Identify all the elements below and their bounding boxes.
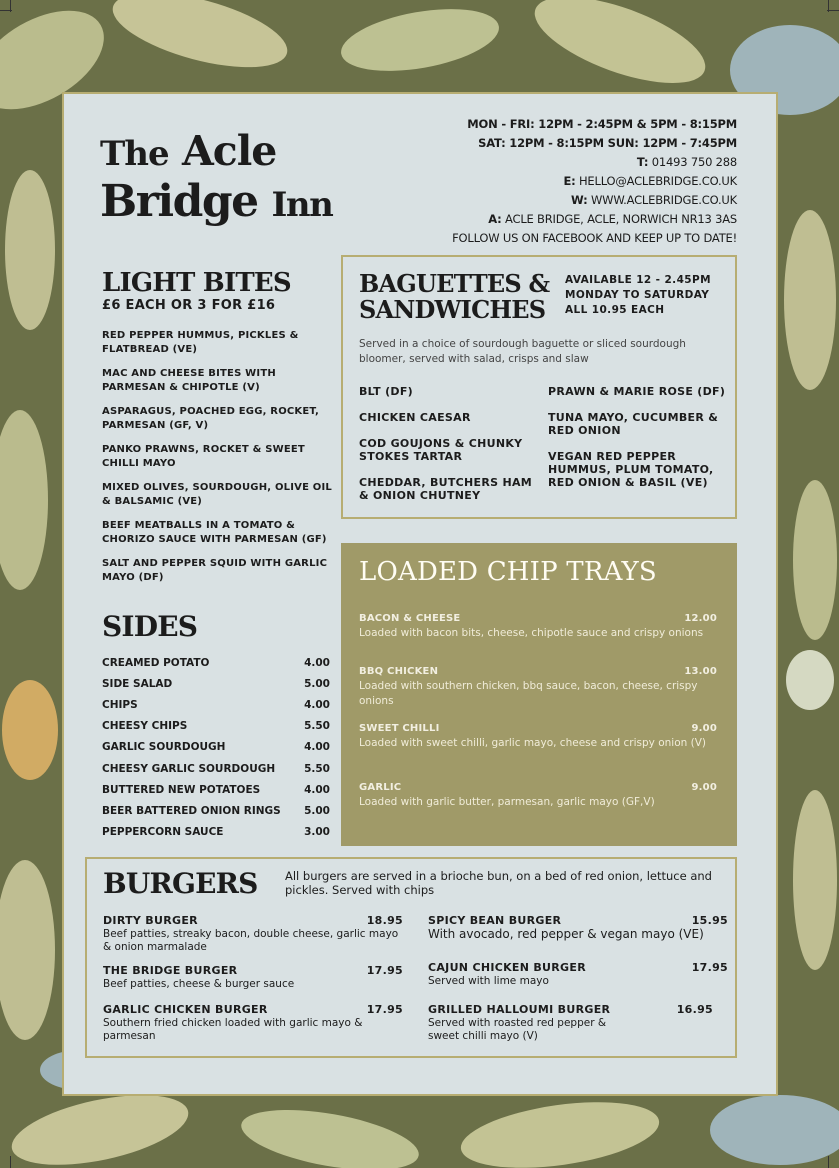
chip-tray-price: 9.00	[691, 723, 717, 734]
side-price: 5.50	[304, 720, 330, 733]
side-price: 5.00	[304, 677, 330, 690]
light-bite-item: ASPARAGUS, POACHED EGG, ROCKET, PARMESAN (GF, V)	[102, 406, 320, 431]
burgers-title: BURGERS	[103, 867, 258, 900]
side-name: GARLIC SOURDOUGH	[102, 741, 226, 754]
side-price: 4.00	[304, 741, 330, 754]
baguette-item: VEGAN RED PEPPER HUMMUS, PLUM TOMATO, RED ONION & BASIL (VE)	[548, 450, 714, 489]
light-bite-item: SALT AND PEPPER SQUID WITH GARLIC MAYO (DF)	[102, 558, 328, 583]
light-bite-item: MIXED OLIVES, SOURDOUGH, OLIVE OIL & BALSAMIC (VE)	[102, 482, 332, 507]
availability-days: MONDAY TO SATURDAY	[565, 289, 710, 301]
baguette-item: COD GOUJONS & CHUNKY STOKES TARTAR	[359, 437, 523, 463]
burger-desc: With avocado, red pepper & vegan mayo (VE)	[428, 927, 704, 941]
baguettes-availability	[565, 273, 711, 318]
light-bite-item: PANKO PRAWNS, ROCKET & SWEET CHILLI MAYO	[102, 444, 305, 469]
baguettes-title-line2: SANDWICHES	[359, 295, 546, 324]
chip-tray-desc: Loaded with bacon bits, cheese, chipotle sauce and crispy onions	[359, 627, 704, 639]
burger-item	[103, 914, 403, 954]
email-label: E:	[563, 174, 576, 188]
chip-tray-item	[359, 723, 717, 751]
burger-price: 18.95	[366, 914, 403, 927]
light-bites-subtitle: £6 EACH OR 3 FOR £16	[102, 298, 276, 313]
address: ACLE BRIDGE, ACLE, NORWICH NR13 3AS	[505, 212, 737, 226]
loaded-chip-trays-section	[341, 543, 737, 846]
chip-tray-name: BACON & CHEESE	[359, 613, 461, 624]
side-row	[102, 758, 330, 779]
chip-tray-name: SWEET CHILLI	[359, 723, 440, 734]
chip-tray-name: BBQ CHICKEN	[359, 666, 439, 677]
burger-item	[103, 964, 403, 991]
availability-time: AVAILABLE 12 - 2.45PM	[565, 274, 711, 286]
burger-price: 17.95	[366, 964, 403, 977]
side-name: CHEESY GARLIC SOURDOUGH	[102, 762, 276, 775]
side-name: BEER BATTERED ONION RINGS	[102, 804, 281, 817]
chip-tray-name: GARLIC	[359, 782, 402, 793]
side-row	[102, 822, 330, 843]
side-price: 4.00	[304, 698, 330, 711]
burger-name: CAJUN CHICKEN BURGER	[428, 961, 586, 974]
burger-item	[428, 961, 728, 988]
side-name: SIDE SALAD	[102, 677, 173, 690]
side-name: BUTTERED NEW POTATOES	[102, 783, 261, 796]
side-row	[102, 800, 330, 821]
light-bite-item: BEEF MEATBALLS IN A TOMATO & CHORIZO SAUCE WITH PARMESAN (GF)	[102, 520, 327, 545]
logo-inn: Inn	[271, 185, 333, 225]
baguettes-description: Served in a choice of sourdough baguette or sliced sourdough bloomer, served with salad, crisps and slaw	[359, 338, 686, 365]
crop-mark	[0, 10, 12, 11]
burgers-section	[85, 857, 737, 1058]
light-bites-section	[102, 268, 338, 595]
burgers-intro: All burgers are served in a brioche bun, on a bed of red onion, lettuce and pickles. Served with chips	[285, 869, 712, 897]
logo-bridge: Bridge	[100, 176, 258, 227]
light-bite-item: MAC AND CHEESE BITES WITH PARMESAN & CHIPOTLE (V)	[102, 368, 276, 393]
burger-name: THE BRIDGE BURGER	[103, 964, 238, 977]
side-row	[102, 716, 330, 737]
baguettes-left-column	[359, 385, 541, 515]
burger-price: 17.95	[691, 961, 728, 974]
side-row	[102, 779, 330, 800]
burger-name: GRILLED HALLOUMI BURGER	[428, 1003, 611, 1016]
side-row	[102, 737, 330, 758]
baguette-item: PRAWN & MARIE ROSE (DF)	[548, 385, 726, 398]
burger-name: SPICY BEAN BURGER	[428, 914, 562, 927]
logo-acle: Acle	[181, 127, 277, 175]
burger-name: DIRTY BURGER	[103, 914, 198, 927]
address-label: A:	[488, 212, 502, 226]
side-name: CREAMED POTATO	[102, 656, 210, 669]
side-row	[102, 673, 330, 694]
baguettes-title-line1: BAGUETTES &	[359, 269, 550, 298]
side-name: PEPPERCORN SAUCE	[102, 826, 224, 839]
chip-tray-desc: Loaded with southern chicken, bbq sauce, bacon, cheese, crispy onions	[359, 680, 698, 707]
availability-price: ALL 10.95 EACH	[565, 304, 665, 316]
burger-name: GARLIC CHICKEN BURGER	[103, 1003, 268, 1016]
burger-price: 15.95	[691, 914, 728, 927]
sides-title: SIDES	[102, 610, 198, 643]
burger-item	[428, 1003, 713, 1043]
baguette-item: TUNA MAYO, CUCUMBER & RED ONION	[548, 411, 719, 437]
crop-mark	[827, 10, 839, 11]
logo	[100, 128, 350, 230]
email-address[interactable]: HELLO@ACLEBRIDGE.CO.UK	[578, 174, 737, 188]
opening-hours-weekday: MON - FRI: 12PM - 2:45PM & 5PM - 8:15PM	[467, 117, 737, 131]
side-price: 5.00	[304, 804, 330, 817]
baguettes-title	[359, 271, 549, 323]
burger-desc: Served with lime mayo	[428, 975, 549, 987]
facebook-note: FOLLOW US ON FACEBOOK AND KEEP UP TO DATE!	[452, 231, 737, 245]
side-price: 3.00	[304, 826, 330, 839]
contact-info	[452, 115, 737, 248]
chip-tray-item	[359, 666, 717, 709]
side-price: 4.00	[304, 783, 330, 796]
side-name: CHIPS	[102, 698, 138, 711]
baguette-item: CHICKEN CAESAR	[359, 411, 471, 424]
side-row	[102, 652, 330, 673]
chip-trays-title: LOADED CHIP TRAYS	[359, 557, 657, 587]
light-bite-item: RED PEPPER HUMMUS, PICKLES & FLATBREAD (VE)	[102, 330, 299, 355]
baguettes-right-column	[548, 385, 730, 502]
phone-label: T:	[636, 155, 649, 169]
website-label: W:	[570, 193, 588, 207]
opening-hours-weekend: SAT: 12PM - 8:15PM SUN: 12PM - 7:45PM	[478, 136, 737, 150]
chip-tray-desc: Loaded with sweet chilli, garlic mayo, cheese and crispy onion (V)	[359, 737, 706, 749]
burger-desc: Served with roasted red pepper & sweet chilli mayo (V)	[428, 1017, 607, 1042]
burger-desc: Beef patties, streaky bacon, double cheese, garlic mayo & onion marmalade	[103, 928, 399, 953]
side-price: 5.50	[304, 762, 330, 775]
chip-tray-price: 13.00	[684, 666, 717, 677]
chip-tray-price: 9.00	[691, 782, 717, 793]
chip-tray-price: 12.00	[684, 613, 717, 624]
crop-mark	[10, 1156, 11, 1168]
chip-tray-item	[359, 782, 717, 810]
side-price: 4.00	[304, 656, 330, 669]
baguette-item: CHEDDAR, BUTCHERS HAM & ONION CHUTNEY	[359, 476, 533, 502]
crop-mark	[828, 1156, 829, 1168]
website-link[interactable]: WWW.ACLEBRIDGE.CO.UK	[590, 193, 737, 207]
burger-desc: Southern fried chicken loaded with garlic mayo & parmesan	[103, 1017, 363, 1042]
logo-the: The	[100, 134, 169, 174]
burger-price: 16.95	[676, 1003, 713, 1016]
burger-price: 17.95	[366, 1003, 403, 1016]
burger-item	[428, 914, 728, 941]
light-bites-title: LIGHT BITES	[102, 268, 291, 298]
burger-desc: Beef patties, cheese & burger sauce	[103, 978, 295, 990]
burger-item	[103, 1003, 403, 1043]
chip-tray-item	[359, 613, 717, 641]
side-name: CHEESY CHIPS	[102, 720, 188, 733]
baguette-item: BLT (DF)	[359, 385, 414, 398]
baguettes-section	[341, 255, 737, 519]
chip-tray-desc: Loaded with garlic butter, parmesan, garlic mayo (GF,V)	[359, 796, 655, 808]
phone-number[interactable]: 01493 750 288	[651, 155, 737, 169]
side-row	[102, 694, 330, 715]
sides-section	[102, 610, 330, 843]
